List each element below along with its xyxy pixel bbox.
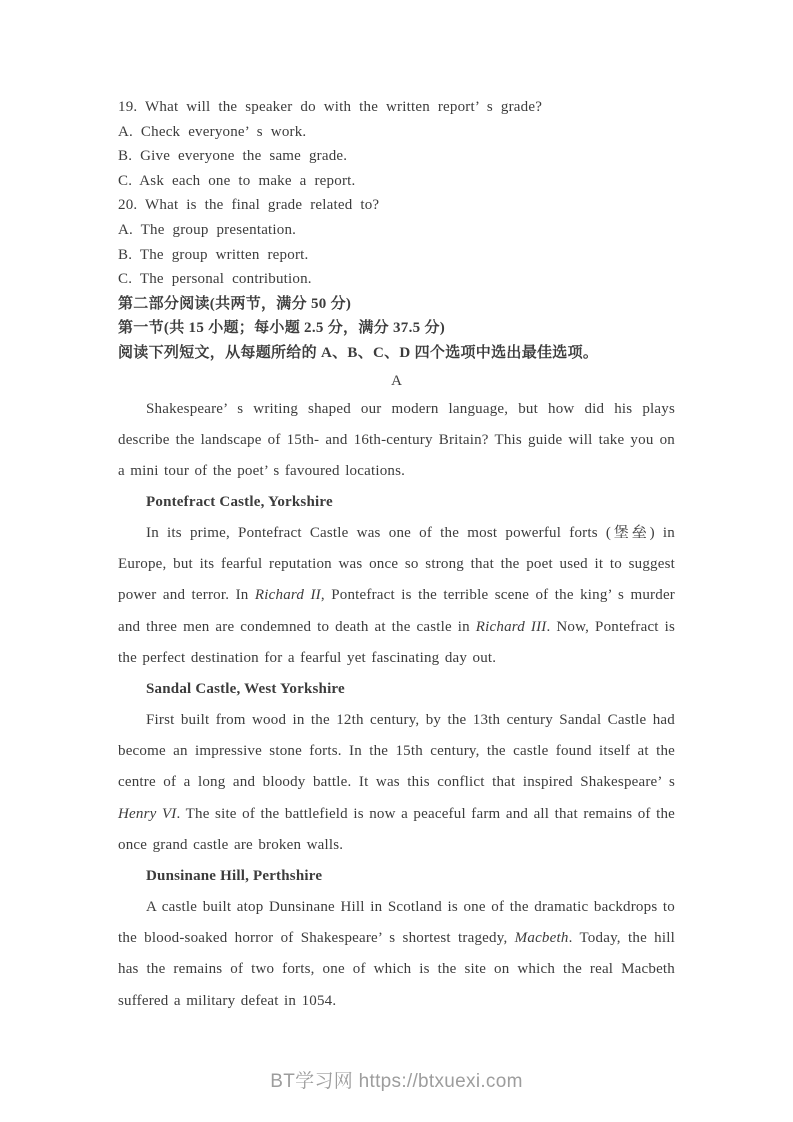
text-segment: , Pontefract is the terrible scene of the king’ s murder and three men are condemned to death at the castle in: [118, 587, 675, 635]
text-segment: A castle built atop Dunsinane Hill in Scotland is one of the dramatic backdrops to the blood-soaked horror of Shakespeare’ s shortest tragedy,: [118, 899, 675, 947]
listening-questions: [118, 95, 675, 292]
text-segment: First built from wood in the 12th century, by the 13th century Sandal Castle had become an impressive stone forts. In the 15th century, the castle found itself at the centre of a long and bloody battle. It was this conflict that inspired Shakespeare’ s: [118, 712, 675, 791]
italic-title: Macbeth: [514, 930, 569, 947]
part2-header: 第二部分阅读(共两节，满分 50 分): [118, 295, 352, 312]
question-line: 20. What is the final grade related to?: [118, 197, 380, 214]
passage: [118, 394, 675, 1017]
document-body: [118, 95, 675, 1017]
footer-watermark: [0, 1066, 793, 1093]
italic-title: Richard III: [475, 618, 547, 635]
footer-text: BT学习网 https://btxuexi.com: [270, 1071, 523, 1092]
question-line: A. Check everyone’ s work.: [118, 123, 307, 140]
text-segment: . Now, Pontefract is the perfect destination for a fearful yet fascinating day out.: [118, 618, 675, 666]
italic-title: Richard II: [254, 587, 321, 604]
section-heading-dunsinane: Dunsinane Hill, Perthshire: [146, 867, 323, 884]
text-segment: In its prime, Pontefract Castle was one of the most powerful forts (堡垒) in Europe, but its fearful reputation was once so strong that the poet used it to suggest power and terror. In: [118, 525, 675, 604]
text-segment: . Today, the hill has the remains of two forts, one of which is the site on which the real Macbeth suffered a military defeat in 1054.: [118, 930, 675, 1009]
reading-instructions: 阅读下列短文，从每题所给的 A、B、C、D 四个选项中选出最佳选项。: [118, 344, 599, 361]
section-heading-pontefract: Pontefract Castle, Yorkshire: [146, 494, 333, 510]
question-line: B. The group written report.: [118, 246, 309, 263]
question-line: C. Ask each one to make a report.: [118, 172, 356, 189]
section-heading-sandal: Sandal Castle, West Yorkshire: [146, 680, 345, 697]
text-segment: . The site of the battlefield is now a peaceful farm and all that remains of the once grand castle are broken walls.: [118, 805, 675, 853]
question-line: B. Give everyone the same grade.: [118, 148, 348, 165]
italic-title: Henry VI: [118, 805, 177, 822]
question-line: 19. What will the speaker do with the written report’ s grade?: [118, 99, 543, 115]
text-segment: Shakespeare’ s writing shaped our modern language, but how did his plays describe the landscape of 15th- and 16th-century Britain? This guide will take you on a mini tour of the poet’ s favoured locations.: [118, 400, 675, 479]
section-paragraph-dunsinane: [118, 892, 675, 1017]
passage-intro: [118, 394, 675, 487]
question-line: C. The personal contribution.: [118, 271, 312, 288]
section1-header: 第一节(共 15 小题；每小题 2.5 分，满分 37.5 分): [118, 320, 446, 337]
passage-label: A: [391, 372, 402, 389]
section-paragraph-sandal: [118, 705, 675, 861]
question-line: A. The group presentation.: [118, 221, 297, 238]
section-paragraph-pontefract: [118, 518, 675, 674]
